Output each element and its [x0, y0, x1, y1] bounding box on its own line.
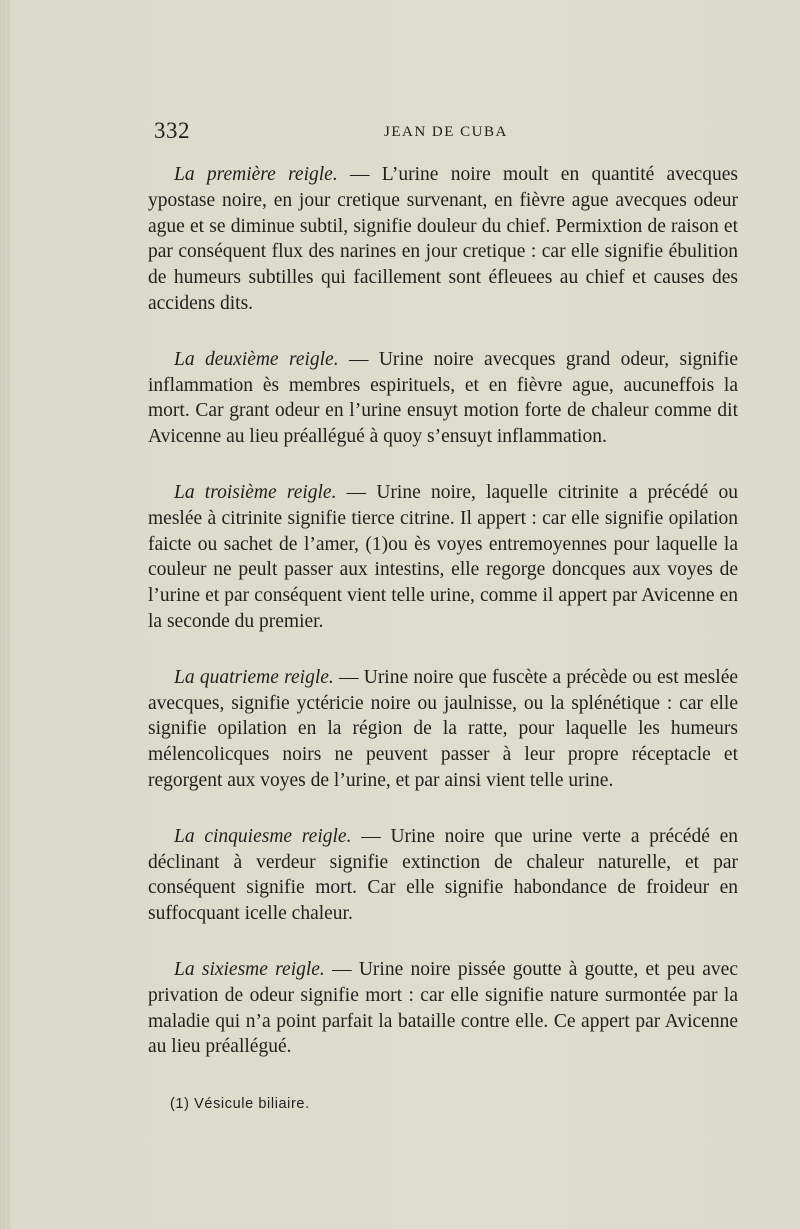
- footnote: (1) Vésicule biliaire.: [170, 1096, 310, 1112]
- rule-title: La quatrieme reigle.: [174, 666, 334, 688]
- body-text: [148, 162, 738, 1090]
- paragraph-rule-4: [148, 665, 738, 794]
- rule-text: — Urine noire avecques grand odeur, signifie inflammation ès membres espirituels, et en fièvre ague, aucuneffois la mort. Car grant odeur en l’urine ensuyt motion forte de chaleur comme dit Avicenne au lieu préallégué à quoy s’ensuyt inflammation.: [148, 348, 738, 448]
- paragraph-rule-3: [148, 480, 738, 635]
- rule-text: — Urine noire, laquelle citrinite a précédé ou meslée à citrinite signifie tierce citrine. Il appert : car elle signifie opilation faicte ou sachet de l’amer, (1)ou ès voyes entremoyennes pour laquelle la couleur ne peult passer aux intestins, elle regorge doncques aux voyes de l’urine et par conséquent vient telle urine, comme il appert par Avicenne en la seconde du premier.: [148, 481, 738, 632]
- rule-title: La troisième reigle.: [174, 481, 337, 503]
- rule-text: — Urine noire que urine verte a précédé en déclinant à verdeur signifie extinction de chaleur naturelle, et par conséquent signifie mort. Car elle signifie habondance de froideur en suffocquant icelle chaleur.: [148, 825, 738, 925]
- page-header: [154, 118, 740, 148]
- running-head: JEAN DE CUBA: [384, 124, 508, 140]
- page-binding-edge: [0, 0, 10, 1229]
- page-number: 332: [154, 118, 190, 143]
- rule-text: — Urine noire pissée goutte à goutte, et peu avec privation de odeur signifie mort : car elle signifie nature surmontée par la maladie qui n’a point parfait la bataille contre elle. Ce appert par Avicenne au lieu préallégué.: [148, 958, 738, 1058]
- rule-title: La cinquiesme reigle.: [174, 825, 352, 847]
- rule-title: La sixiesme reigle.: [174, 958, 325, 980]
- paragraph-rule-1: [148, 162, 738, 317]
- rule-text: — L’urine noire moult en quantité avecques ypostase noire, en jour cretique survenant, en fièvre ague avecques odeur ague et se diminue subtil, signifie douleur du chief. Permixtion de raison et par conséquent flux des narines en jour cretique : car elle signifie ébulition de humeurs subtilles qui facillement sont éfleuees au chief et causes des accidens dits.: [148, 164, 738, 314]
- paragraph-rule-5: [148, 824, 738, 927]
- rule-text: — Urine noire que fuscète a précède ou est meslée avecques, signifie yctéricie noire ou jaulnisse, ou la splénétique : car elle signifie opilation en la région de la ratte, pour laquelle les humeurs mélencolicques noirs ne peuvent passer à leur propre réceptacle et regorgent aux voyes de l’urine, et par ainsi vient telle urine.: [148, 666, 739, 791]
- paragraph-rule-2: [148, 347, 738, 450]
- rule-title: La première reigle.: [174, 164, 338, 185]
- paragraph-rule-6: [148, 957, 738, 1060]
- rule-title: La deuxième reigle.: [174, 348, 339, 370]
